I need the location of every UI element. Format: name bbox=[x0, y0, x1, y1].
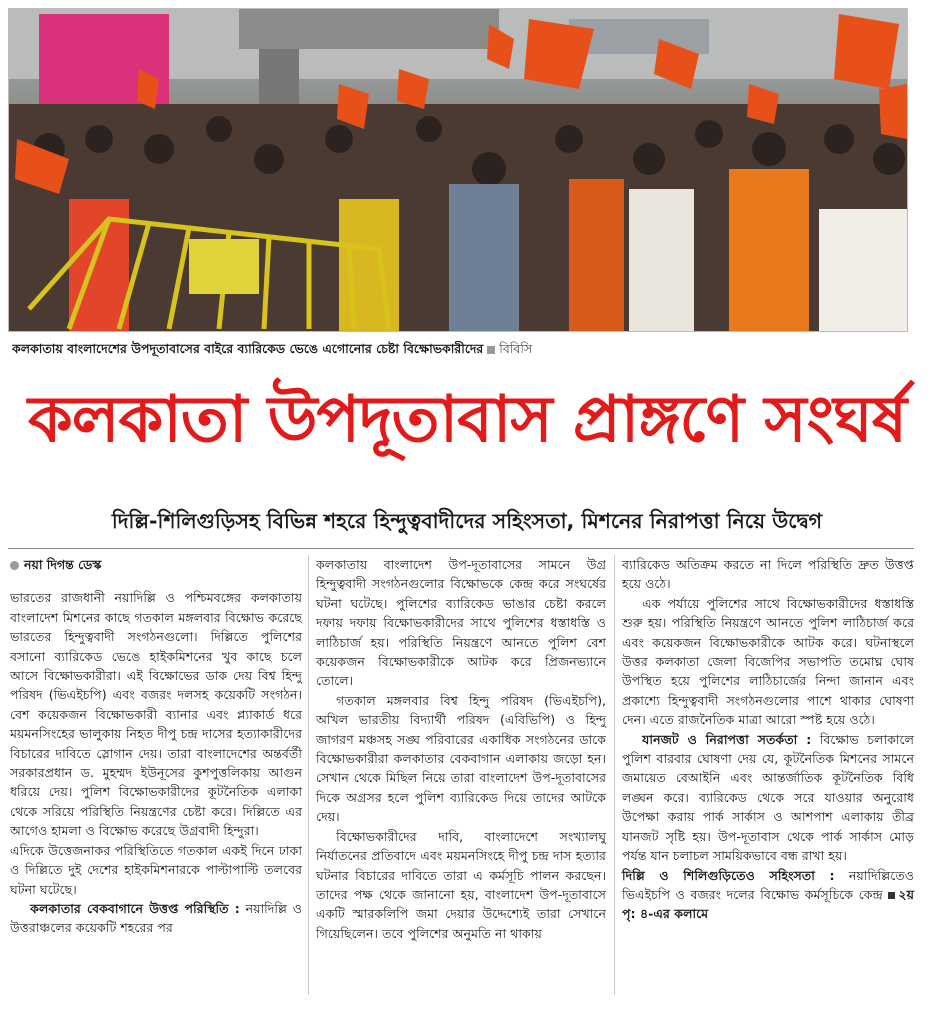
section-subhead: দিল্লি ও শিলিগুড়িতেও সহিংসতা : bbox=[622, 867, 835, 883]
paragraph: এদিকে উত্তেজনাকর পরিস্থিতিতে গতকাল একই দিনে ঢাকা ও দিল্লিতে দুই দেশের হাইকমিশনারকে পাল্টাপাল্টি তলবের ঘটনা ঘটেছে। bbox=[10, 842, 302, 897]
news-photo bbox=[8, 8, 908, 332]
article-column-1 bbox=[10, 555, 302, 938]
headline: কলকাতা উপদূতাবাস প্রাঙ্গণে সংঘর্ষ bbox=[27, 382, 906, 457]
photo-credit: বিবিসি bbox=[499, 341, 533, 356]
paragraph: ভারতের রাজধানী নয়াদিল্লি ও পশ্চিমবঙ্গের কলকাতায় বাংলাদেশ মিশনের কাছে গতকাল মঙ্গলবার বিক্ষোভ করেছে ভারতের হিন্দুত্ববাদী সংগঠনগুলো। দিল্লিতে পুলিশের বসানো ব্যারিকেড ভেঙে হাইকমিশনের খুব কাছে চলে আসে বিক্ষোভকারীরা। এই বিক্ষোভের ডাক দেয় বিশ্ব হিন্দু পরিষদ (ভিএইচপি) এবং বজরং দলসহ কয়েকটি সংগঠন। বেশ কয়েকজন বিক্ষোভকারী ব্যানার এবং প্ল্যাকার্ড ধরে ময়মনসিংহের ভালুকায় নিহত দীপু চন্দ্র দাসের হত্যাকারীদের বিচারের দাবিতে স্লোগান দেয়। তারা বাংলাদেশের অন্তর্বর্তী সরকারপ্রধান ড. মুহম্মদ ইউনূসের কুশপুত্তলিকায় আগুন ধরিয়ে দেয়। পুলিশ বিক্ষোভকারীদের কূটনৈতিক এলাকা থেকে সরিয়ে পরিস্থিতি নিয়ন্ত্রণের চেষ্টা করে। দিল্লিতে এর আগেও হামলা ও বিক্ষোভ করেছে উগ্রবাদী হিন্দুরা। bbox=[10, 590, 302, 839]
bullet-dot-icon bbox=[10, 561, 19, 570]
square-bullet-icon bbox=[487, 346, 495, 354]
divider bbox=[8, 548, 914, 549]
photo-caption bbox=[12, 341, 912, 361]
section-subhead: কলকাতার বেকবাগানে উত্তপ্ত পরিস্থিতি : bbox=[30, 900, 240, 916]
square-bullet-icon bbox=[888, 892, 895, 899]
paragraph: বিক্ষোভকারীদের দাবি, বাংলাদেশে সংখ্যালঘু নির্যাতনের প্রতিবাদে এবং ময়মনসিংহে দীপু চন্দ্র দাস হত্যার ঘটনার বিচারের দাবিতে তারা এ কর্মসূচি পালন করছেন। তাদের পক্ষ থেকে জানানো হয়, বাংলাদেশ উপ-দূতাবাসে একটি স্মারকলিপি জমা দেয়ার উদ্দেশ্যেই তারা সেখানে গিয়েছিলেন। তবে পুলিশের অনুমতি না থাকায় bbox=[316, 828, 606, 941]
paragraph: কলকাতায় বাংলাদেশ উপ-দূতাবাসের সামনে উগ্র হিন্দুত্ববাদী সংগঠনগুলোর বিক্ষোভকে কেন্দ্র করে সংঘর্ষের ঘটনা ঘটেছে। পুলিশের ব্যারিকেড ভাঙার চেষ্টা করলে দফায় দফায় বিক্ষোভকারীদের সাথে পুলিশের ধস্তাধস্তি ও লাঠিচার্জ হয়। পরিস্থিতি নিয়ন্ত্রণে আনতে পুলিশ বেশ কয়েকজন বিক্ষোভকারীকে আটক করে প্রিজনভ্যানে তোলে। bbox=[316, 557, 606, 689]
paragraph: এক পর্যায়ে পুলিশের সাথে বিক্ষোভকারীদের ধস্তাধস্তি শুরু হয়। পরিস্থিতি নিয়ন্ত্রণে আনতে পুলিশ লাঠিচার্জ করে এবং কয়েকজন বিক্ষোভকারীকে আটক করে। ঘটনাস্থলে উত্তর কলকাতা জেলা বিজেপির সভাপতি তমোঘ্ন ঘোষ উপস্থিত হয়ে পুলিশের লাঠিচার্জের নিন্দা জানান এবং প্রকাশ্যে হিন্দুত্ববাদী সংগঠনগুলোর পাশে থাকার ঘোষণা দেন। এতে রাজনৈতিক মাত্রা আরো স্পষ্ট হয়ে ওঠে। bbox=[622, 595, 914, 728]
column-divider bbox=[308, 555, 309, 995]
article-column-3 bbox=[622, 555, 914, 924]
section-subhead: যানজট ও নিরাপত্তা সতর্কতা : bbox=[642, 731, 812, 747]
article-column-2 bbox=[316, 555, 606, 943]
desk-label: নয়া দিগন্ত ডেস্ক bbox=[24, 557, 102, 572]
protest-photo-illustration bbox=[9, 9, 907, 331]
paragraph bbox=[10, 899, 302, 938]
byline bbox=[10, 555, 302, 574]
paragraph: গতকাল মঙ্গলবার বিশ্ব হিন্দু পরিষদ (ভিএইচপি), অখিল ভারতীয় বিদ্যার্থী পরিষদ (এবিভিপি) ও হিন্দু জাগরণ মঞ্চসহ সঙ্ঘ পরিবারের একাধিক সংগঠনের ডাকে বিক্ষোভকারীরা কলকাতার বেকবাগান এলাকায় জড়ো হন। সেখান থেকে মিছিল নিয়ে তারা বাংলাদেশ উপ-দূতাবাসের দিকে অগ্রসর হলে পুলিশ ব্যারিকেড দিয়ে তাদের আটকে দেয়। bbox=[316, 692, 606, 825]
paragraph-text: নয়াদিল্লিতেও ভিএইচপি ও বজরং দলের বিক্ষোভ কর্মসূচিকে কেন্দ্র bbox=[622, 867, 914, 902]
paragraph-text: বিক্ষোভ চলাকালে পুলিশ বারবার ঘোষণা দেয় যে, কূটনৈতিক মিশনের সামনে জমায়েত বেআইনি এবং আন্তর্জাতিক কূটনৈতিক বিধি লঙ্ঘন করে। ব্যারিকেড থেকে সরে যাওয়ার অনুরোধ উপেক্ষা করায় পার্ক সার্কাস ও আশপাশ এলাকায় তীব্র যানজট সৃষ্টি হয়। উপ-দূতাবাস থেকে পার্ক সার্কাস মোড় পর্যন্ত যান চলাচল সাময়িকভাবে বন্ধ রাখা হয়। bbox=[622, 731, 914, 864]
paragraph bbox=[622, 730, 914, 866]
paragraph bbox=[622, 866, 914, 924]
paragraph-text: নয়াদিল্লি ও উত্তরাঞ্চলের কয়েকটি শহরের পর bbox=[10, 900, 303, 936]
column-divider bbox=[614, 555, 615, 995]
subheadline: দিল্লি-শিলিগুড়িসহ বিভিন্ন শহরে হিন্দুত্ববাদীদের সহিংসতা, মিশনের নিরাপত্তা নিয়ে উদ্বেগ bbox=[111, 509, 823, 533]
caption-text: কলকাতায় বাংলাদেশের উপদূতাবাসের বাইরে ব্যারিকেড ভেঙে এগোনোর চেষ্টা বিক্ষোভকারীদের bbox=[12, 341, 484, 356]
paragraph: ব্যারিকেড অতিক্রম করতে না দিলে পরিস্থিতি দ্রুত উত্তপ্ত হয়ে ওঠে। bbox=[622, 557, 914, 592]
continued-text: ২য় পৃ: ৪-এর কলামে bbox=[622, 886, 914, 922]
